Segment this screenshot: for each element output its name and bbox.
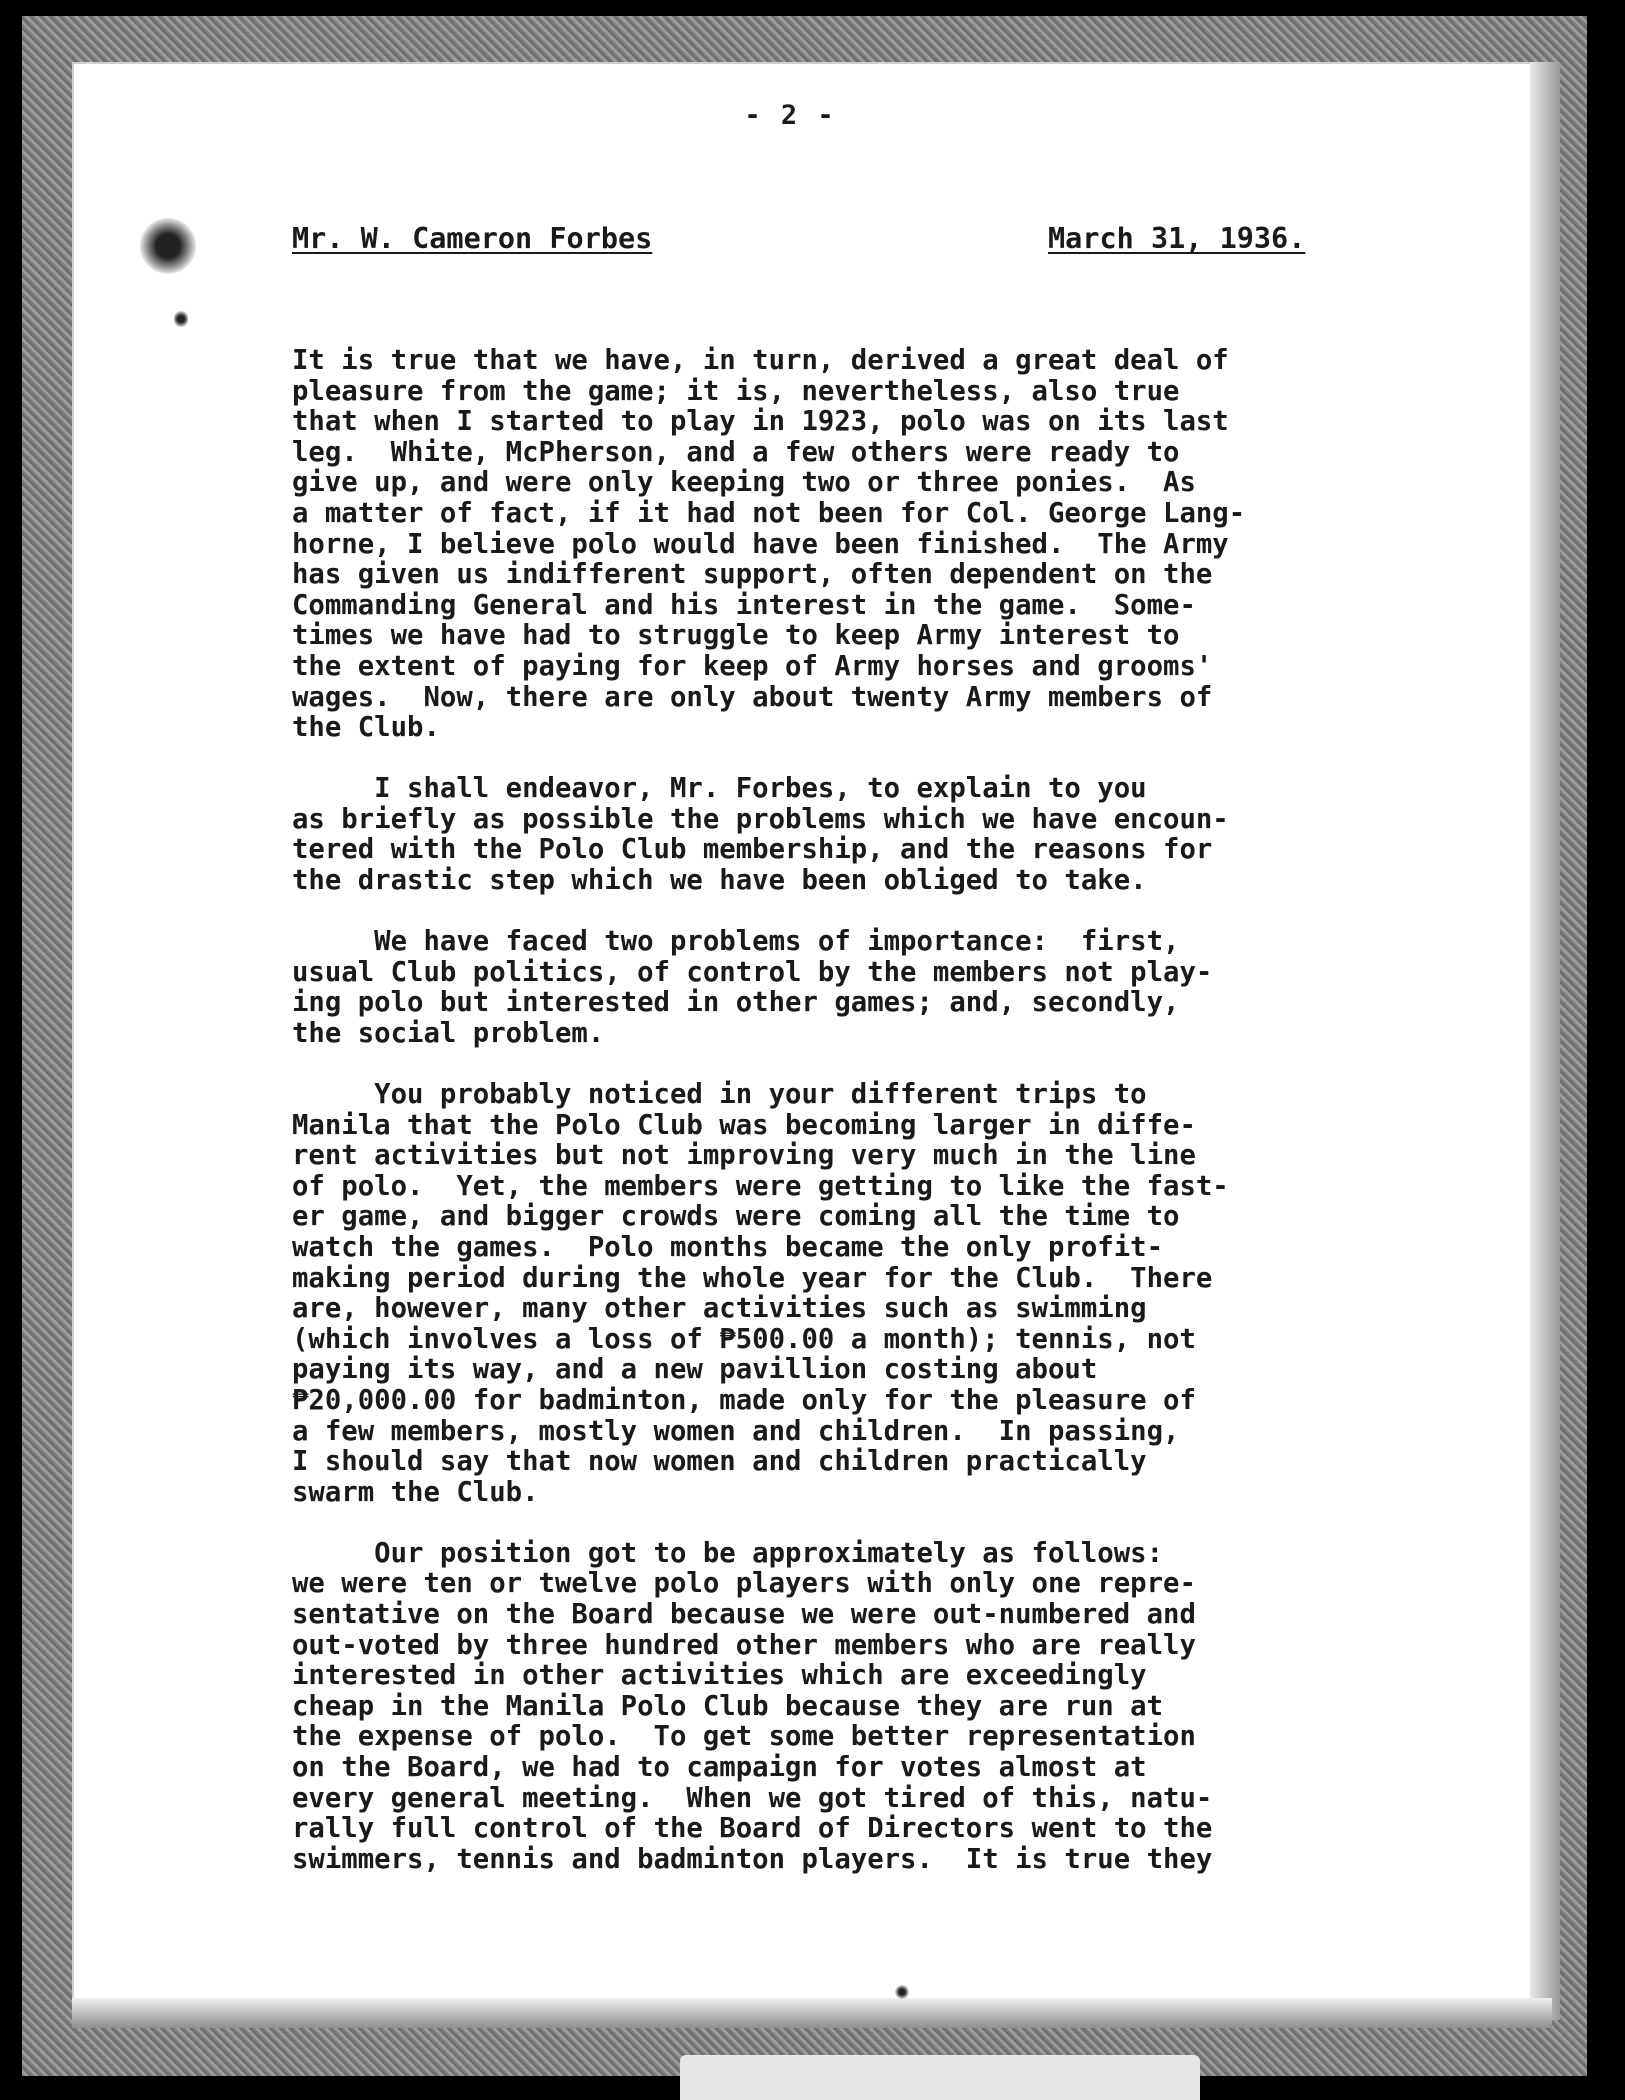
text-line: It is true that we have, in turn, derived a great deal of	[292, 345, 1229, 376]
letter-body	[292, 346, 1372, 1906]
text-line: rent activities but not improving very much in the line	[292, 1140, 1196, 1172]
text-line: sentative on the Board because we were out-numbered and	[292, 1598, 1196, 1630]
text-line: interested in other activities which are exceedingly	[292, 1660, 1147, 1692]
text-line: I shall endeavor, Mr. Forbes, to explain to you	[292, 773, 1147, 805]
text-line: swimmers, tennis and badminton players. It is true they	[292, 1843, 1213, 1875]
text-line: ing polo but interested in other games; and, secondly,	[292, 987, 1180, 1019]
text-line: You probably noticed in your different trips to	[292, 1078, 1147, 1110]
text-line: ₱20,000.00 for badminton, made only for the pleasure of	[292, 1384, 1196, 1416]
text-line: on the Board, we had to campaign for votes almost at	[292, 1751, 1147, 1783]
paragraph-club-activities	[292, 1080, 1372, 1508]
text-line: the extent of paying for keep of Army horses and grooms'	[292, 650, 1213, 682]
text-line: (which involves a loss of ₱500.00 a month); tennis, not	[292, 1323, 1196, 1355]
paragraph-polo-history	[292, 346, 1372, 744]
text-line: watch the games. Polo months became the only profit-	[292, 1231, 1164, 1263]
text-line: wages. Now, there are only about twenty Army members of	[292, 681, 1213, 713]
text-line: I should say that now women and children practically	[292, 1446, 1147, 1478]
text-line: swarm the Club.	[292, 1476, 539, 1508]
text-line: rally full control of the Board of Directors went to the	[292, 1813, 1213, 1845]
text-line: pleasure from the game; it is, nevertheless, also true	[292, 375, 1180, 407]
text-line: are, however, many other activities such as swimming	[292, 1293, 1147, 1325]
text-line: the drastic step which we have been obliged to take.	[292, 865, 1147, 896]
text-line: times we have had to struggle to keep Army interest to	[292, 620, 1180, 652]
text-line: Manila that the Polo Club was becoming larger in diffe-	[292, 1109, 1196, 1141]
recipient-name: Mr. W. Cameron Forbes	[292, 222, 653, 255]
text-line: paying its way, and a new pavillion costing about	[292, 1354, 1098, 1386]
text-line: er game, and bigger crowds were coming all the time to	[292, 1201, 1180, 1233]
text-line: a matter of fact, if it had not been for Col. George Lang-	[292, 497, 1246, 529]
text-line: cheap in the Manila Polo Club because they are run at	[292, 1690, 1164, 1722]
letter-date: March 31, 1936.	[1048, 222, 1306, 255]
text-line: the Club.	[292, 712, 440, 744]
paragraph-two-problems	[292, 927, 1372, 1049]
text-line: of polo. Yet, the members were getting to like the fast-	[292, 1170, 1229, 1202]
text-line: that when I started to play in 1923, polo was on its last	[292, 406, 1229, 438]
text-line: we were ten or twelve polo players with only one repre-	[292, 1568, 1196, 1600]
text-line: tered with the Polo Club membership, and the reasons for	[292, 834, 1213, 866]
text-line: horne, I believe polo would have been finished. The Army	[292, 528, 1229, 560]
text-line: We have faced two problems of importance: first,	[292, 926, 1180, 958]
text-line: give up, and were only keeping two or three ponies. As	[292, 467, 1196, 499]
text-line: has given us indifferent support, often dependent on the	[292, 559, 1213, 591]
paragraph-explanation	[292, 774, 1372, 896]
text-line: leg. White, McPherson, and a few others were ready to	[292, 436, 1180, 468]
text-line: out-voted by three hundred other members who are really	[292, 1629, 1196, 1661]
text-line: Our position got to be approximately as follows:	[292, 1537, 1164, 1569]
page-number: - 2 -	[744, 100, 836, 131]
text-line: as briefly as possible the problems which we have encoun-	[292, 803, 1229, 835]
text-line: Commanding General and his interest in the game. Some-	[292, 589, 1196, 621]
text-line: the expense of polo. To get some better representation	[292, 1721, 1196, 1753]
text-line: making period during the whole year for the Club. There	[292, 1262, 1213, 1294]
paragraph-board-position	[292, 1539, 1372, 1876]
text-line: usual Club politics, of control by the members not play-	[292, 956, 1213, 988]
text-line: every general meeting. When we got tired of this, natu-	[292, 1782, 1213, 1814]
text-line: a few members, mostly women and children. In passing,	[292, 1415, 1180, 1447]
text-line: the social problem.	[292, 1017, 605, 1049]
